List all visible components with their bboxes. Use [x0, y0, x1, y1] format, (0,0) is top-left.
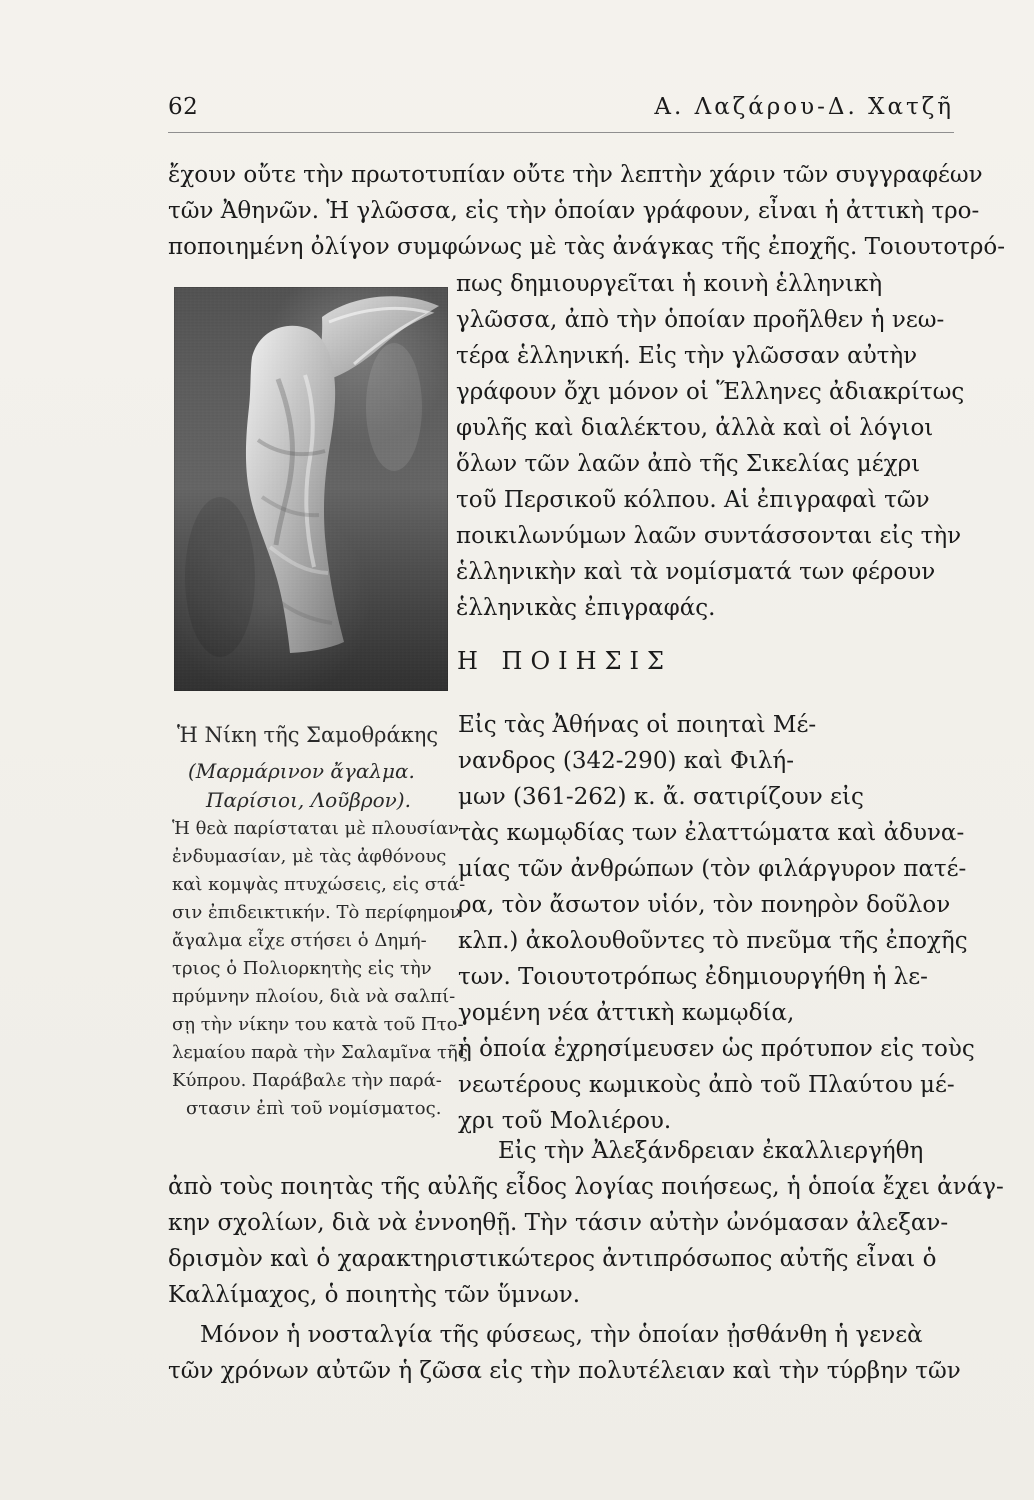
caption-line-4: σιν ἐπιδεικτικήν. Τὸ περίφημον: [172, 902, 461, 923]
body-line-3: ποποιημένη ὀλίγον συμφώνως μὲ τὰς ἀνάγκας τῆς ἐποχῆς. Τοιουτοτρό-: [168, 234, 1006, 260]
poetry-line-5: μίας τῶν ἀνθρώπων (τὸν φιλάργυρον πατέ-: [458, 856, 967, 882]
caption-line-2: ἐνδυμασίαν, μὲ τὰς ἀφθόνους: [172, 846, 447, 867]
body-right-line-6: ὅλων τῶν λαῶν ἀπὸ τῆς Σικελίας μέχρι: [456, 451, 921, 477]
section-title: Η ΠΟΙΗΣΙΣ: [457, 647, 672, 675]
body-right-line-9: ἑλληνικὴν καὶ τὰ νομίσματά των φέρουν: [456, 559, 936, 585]
poetry-line-1: Εἰς τὰς Ἀθήνας οἱ ποιηταὶ Μέ-: [458, 712, 817, 738]
bottom-line-4: δρισμὸν καὶ ὁ χαρακτηριστικώτερος ἀντιπρόσωπος αὐτῆς εἶναι ὁ: [168, 1246, 937, 1272]
caption-line-10: Κύπρου. Παράβαλε τὴν παρά-: [172, 1070, 442, 1091]
body-right-line-10: ἑλληνικὰς ἐπιγραφάς.: [456, 595, 716, 621]
bottom-line-2: ἀπὸ τοὺς ποιητὰς τῆς αὐλῆς εἶδος λογίας ποιήσεως, ἡ ὁποία ἔχει ἀνάγ-: [168, 1174, 1004, 1200]
bottom-line-5: Καλλίμαχος, ὁ ποιητὴς τῶν ὕμνων.: [168, 1282, 581, 1308]
caption-line-7: πρύμνην πλοίου, διὰ νὰ σαλπί-: [172, 986, 456, 1007]
page-number: 62: [168, 94, 199, 120]
body-right-line-4: γράφουν ὄχι μόνον οἱ Ἕλληνες ἀδιακρίτως: [456, 379, 965, 405]
bottom-line-7: τῶν χρόνων αὐτῶν ἡ ζῶσα εἰς τὴν πολυτέλειαν καὶ τὴν τύρβην τῶν: [168, 1358, 961, 1384]
nike-of-samothrace-image: [174, 287, 448, 691]
poetry-line-6: ρα, τὸν ἄσωτον υἱόν, τὸν πονηρὸν δοῦλον: [458, 892, 951, 918]
poetry-line-11: νεωτέρους κωμικοὺς ἀπὸ τοῦ Πλαύτου μέ-: [458, 1072, 955, 1098]
body-right-line-1: πως δημιουργεῖται ἡ κοινὴ ἑλληνικὴ: [456, 271, 883, 297]
poetry-line-8: των. Τοιουτοτρόπως ἐδημιουργήθη ἡ λε-: [458, 964, 928, 990]
poetry-line-7: κλπ.) ἀκολουθοῦντες τὸ πνεῦμα τῆς ἐποχῆς: [458, 928, 968, 954]
bottom-line-6: Μόνον ἡ νοσταλγία τῆς φύσεως, τὴν ὁποίαν ᾐσθάνθη ἡ γενεὰ: [200, 1322, 923, 1348]
caption-line-6: τριος ὁ Πολιορκητὴς εἰς τὴν: [172, 958, 432, 979]
poetry-line-4: τὰς κωμῳδίας των ἐλαττώματα καὶ ἀδυνα-: [458, 820, 965, 846]
bottom-line-3: κην σχολίων, διὰ νὰ ἐννοηθῇ. Τὴν τάσιν αὐτὴν ὠνόμασαν ἀλεξαν-: [168, 1210, 949, 1236]
body-line-2: τῶν Ἀθηνῶν. Ἡ γλῶσσα, εἰς τὴν ὁποίαν γράφουν, εἶναι ἡ ἀττικὴ τρο-: [168, 198, 980, 224]
statue-photo-icon: [174, 287, 448, 691]
poetry-line-10: ἡ ὁποία ἐχρησίμευσεν ὡς πρότυπον εἰς τοὺς: [458, 1036, 975, 1062]
caption-line-9: λεμαίου παρὰ τὴν Σαλαμῖνα τῆς: [172, 1042, 468, 1063]
caption-title: Ἡ Νίκη τῆς Σαμοθράκης: [177, 723, 439, 747]
poetry-line-2: νανδρος (342-290) καὶ Φιλή-: [458, 748, 794, 774]
body-right-line-2: γλῶσσα, ἀπὸ τὴν ὁποίαν προῆλθεν ἡ νεω-: [456, 307, 945, 333]
body-right-line-3: τέρα ἑλληνική. Εἰς τὴν γλῶσσαν αὐτὴν: [456, 343, 918, 369]
running-head: Α. Λαζάρου-Δ. Χατζῆ: [654, 94, 954, 120]
caption-line-3: καὶ κομψὰς πτυχώσεις, εἰς στά-: [172, 874, 466, 895]
body-right-line-7: τοῦ Περσικοῦ κόλπου. Αἱ ἐπιγραφαὶ τῶν: [456, 487, 930, 513]
poetry-line-3: μων (361-262) κ. ἄ. σατιρίζουν εἰς: [458, 784, 864, 810]
page-header: [168, 94, 954, 133]
caption-line-5: ἄγαλμα εἶχε στήσει ὁ Δημή-: [172, 930, 427, 951]
poetry-line-12: χρι τοῦ Μολιέρου.: [458, 1108, 672, 1134]
body-right-line-8: ποικιλωνύμων λαῶν συντάσσονται εἰς τὴν: [456, 523, 962, 549]
caption-italic-line-2: Παρίσιοι, Λοῦβρον).: [206, 788, 411, 812]
poetry-line-9: γομένη νέα ἀττικὴ κωμῳδία,: [458, 1000, 795, 1026]
caption-italic-line-1: (Μαρμάρινον ἄγαλμα.: [188, 759, 415, 783]
caption-line-8: σῃ τὴν νίκην του κατὰ τοῦ Πτο-: [172, 1014, 464, 1035]
body-line-1: ἔχουν οὔτε τὴν πρωτοτυπίαν οὔτε τὴν λεπτὴν χάριν τῶν συγγραφέων: [168, 162, 983, 188]
bottom-line-1: Εἰς τὴν Ἀλεξάνδρειαν ἐκαλλιεργήθη: [498, 1138, 924, 1164]
caption-line-11: στασιν ἐπὶ τοῦ νομίσματος.: [186, 1098, 442, 1119]
body-right-line-5: φυλῆς καὶ διαλέκτου, ἀλλὰ καὶ οἱ λόγιοι: [456, 415, 934, 441]
caption-line-1: Ἡ θεὰ παρίσταται μὲ πλουσίαν: [172, 818, 460, 839]
